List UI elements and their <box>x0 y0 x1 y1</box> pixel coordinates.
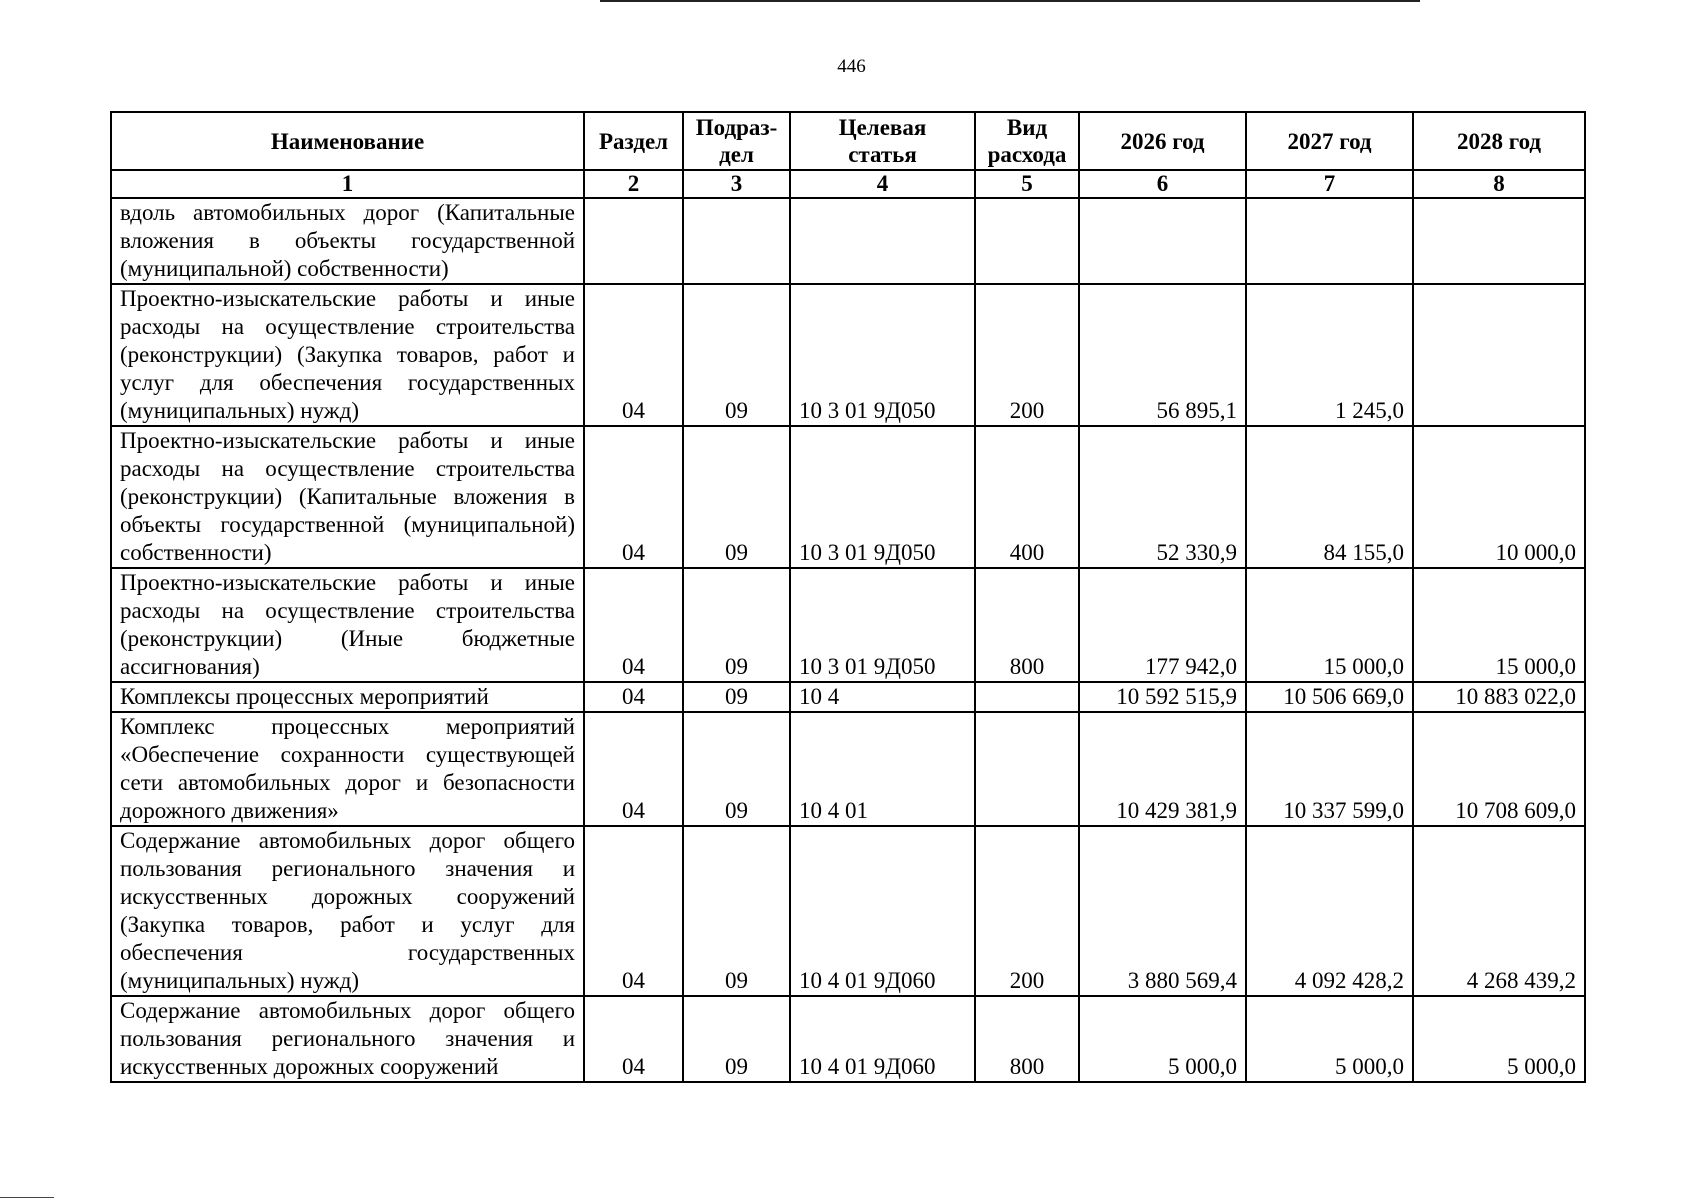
header-2027: 2027 год <box>1246 112 1413 170</box>
row-vid: 200 <box>975 284 1079 426</box>
table-row <box>111 996 1585 1082</box>
column-number-row <box>111 170 1585 198</box>
row-razdel: 04 <box>584 682 683 712</box>
row-podrazdel: 09 <box>683 996 790 1082</box>
row-2028: 5 000,0 <box>1413 996 1585 1082</box>
column-number: 6 <box>1079 170 1246 198</box>
row-2027: 5 000,0 <box>1246 996 1413 1082</box>
row-podrazdel <box>683 198 790 284</box>
row-vid: 400 <box>975 426 1079 568</box>
header-podrazdel: Подраз- дел <box>683 112 790 170</box>
row-vid <box>975 712 1079 826</box>
budget-table <box>110 111 1586 1083</box>
row-2028: 4 268 439,2 <box>1413 826 1585 996</box>
row-name: Проектно-изыскательские работы и иные расходы на осуществление строительства (реконструкции) (Иные бюджетные ассигнования) <box>111 568 584 682</box>
row-statya: 10 4 <box>790 682 975 712</box>
column-number: 7 <box>1246 170 1413 198</box>
row-podrazdel: 09 <box>683 712 790 826</box>
row-statya: 10 4 01 9Д060 <box>790 826 975 996</box>
row-2028 <box>1413 198 1585 284</box>
row-2028 <box>1413 284 1585 426</box>
row-2028: 10 883 022,0 <box>1413 682 1585 712</box>
header-vid: Вид расхода <box>975 112 1079 170</box>
column-number: 8 <box>1413 170 1585 198</box>
row-name: Комплексы процессных мероприятий <box>111 682 584 712</box>
row-statya: 10 3 01 9Д050 <box>790 568 975 682</box>
column-number: 4 <box>790 170 975 198</box>
top-rule <box>600 0 1420 2</box>
row-statya: 10 3 01 9Д050 <box>790 284 975 426</box>
row-2027: 4 092 428,2 <box>1246 826 1413 996</box>
row-2028: 15 000,0 <box>1413 568 1585 682</box>
header-razdel: Раздел <box>584 112 683 170</box>
table-row <box>111 284 1585 426</box>
row-name: Проектно-изыскательские работы и иные расходы на осуществление строительства (реконструкции) (Закупка товаров, работ и услуг для обеспечения государственных (муниципальных) нужд) <box>111 284 584 426</box>
row-razdel: 04 <box>584 284 683 426</box>
row-2027: 1 245,0 <box>1246 284 1413 426</box>
header-row <box>111 112 1585 170</box>
table-row <box>111 568 1585 682</box>
table-row <box>111 198 1585 284</box>
row-vid <box>975 682 1079 712</box>
row-podrazdel: 09 <box>683 682 790 712</box>
row-razdel <box>584 198 683 284</box>
row-razdel: 04 <box>584 712 683 826</box>
row-2026 <box>1079 198 1246 284</box>
row-vid: 800 <box>975 568 1079 682</box>
row-podrazdel: 09 <box>683 826 790 996</box>
row-statya: 10 4 01 <box>790 712 975 826</box>
header-name: Наименование <box>111 112 584 170</box>
row-2026: 177 942,0 <box>1079 568 1246 682</box>
table-row <box>111 826 1585 996</box>
row-razdel: 04 <box>584 426 683 568</box>
row-podrazdel: 09 <box>683 284 790 426</box>
page-number: 446 <box>837 56 866 77</box>
row-2026: 5 000,0 <box>1079 996 1246 1082</box>
row-statya <box>790 198 975 284</box>
header-statya: Целевая статья <box>790 112 975 170</box>
table-row <box>111 682 1585 712</box>
row-name: Содержание автомобильных дорог общего пользования регионального значения и искусственных дорожных сооружений <box>111 996 584 1082</box>
row-statya: 10 4 01 9Д060 <box>790 996 975 1082</box>
column-number: 2 <box>584 170 683 198</box>
row-razdel: 04 <box>584 568 683 682</box>
row-2027: 10 506 669,0 <box>1246 682 1413 712</box>
row-vid <box>975 198 1079 284</box>
row-2027: 84 155,0 <box>1246 426 1413 568</box>
row-2026: 10 592 515,9 <box>1079 682 1246 712</box>
row-name: Содержание автомобильных дорог общего пользования регионального значения и искусственных дорожных сооружений (Закупка товаров, работ и услуг для обеспечения государственных (муниципальных) нужд) <box>111 826 584 996</box>
row-statya: 10 3 01 9Д050 <box>790 426 975 568</box>
row-2026: 52 330,9 <box>1079 426 1246 568</box>
table-row <box>111 712 1585 826</box>
row-vid: 800 <box>975 996 1079 1082</box>
row-name: Комплекс процессных мероприятий «Обеспечение сохранности существующей сети автомобильных дорог и безопасности дорожного движения» <box>111 712 584 826</box>
row-razdel: 04 <box>584 996 683 1082</box>
row-2026: 56 895,1 <box>1079 284 1246 426</box>
row-name: вдоль автомобильных дорог (Капитальные вложения в объекты государственной (муниципальной) собственности) <box>111 198 584 284</box>
row-razdel: 04 <box>584 826 683 996</box>
table-row <box>111 426 1585 568</box>
column-number: 1 <box>111 170 584 198</box>
row-2028: 10 000,0 <box>1413 426 1585 568</box>
row-podrazdel: 09 <box>683 568 790 682</box>
row-2027: 15 000,0 <box>1246 568 1413 682</box>
row-podrazdel: 09 <box>683 426 790 568</box>
row-vid: 200 <box>975 826 1079 996</box>
header-2028: 2028 год <box>1413 112 1585 170</box>
row-2028: 10 708 609,0 <box>1413 712 1585 826</box>
row-name: Проектно-изыскательские работы и иные расходы на осуществление строительства (реконструкции) (Капитальные вложения в объекты государственной (муниципальной) собственности) <box>111 426 584 568</box>
row-2027: 10 337 599,0 <box>1246 712 1413 826</box>
header-2026: 2026 год <box>1079 112 1246 170</box>
bottom-rule <box>0 1197 54 1198</box>
column-number: 3 <box>683 170 790 198</box>
row-2027 <box>1246 198 1413 284</box>
row-2026: 3 880 569,4 <box>1079 826 1246 996</box>
row-2026: 10 429 381,9 <box>1079 712 1246 826</box>
column-number: 5 <box>975 170 1079 198</box>
